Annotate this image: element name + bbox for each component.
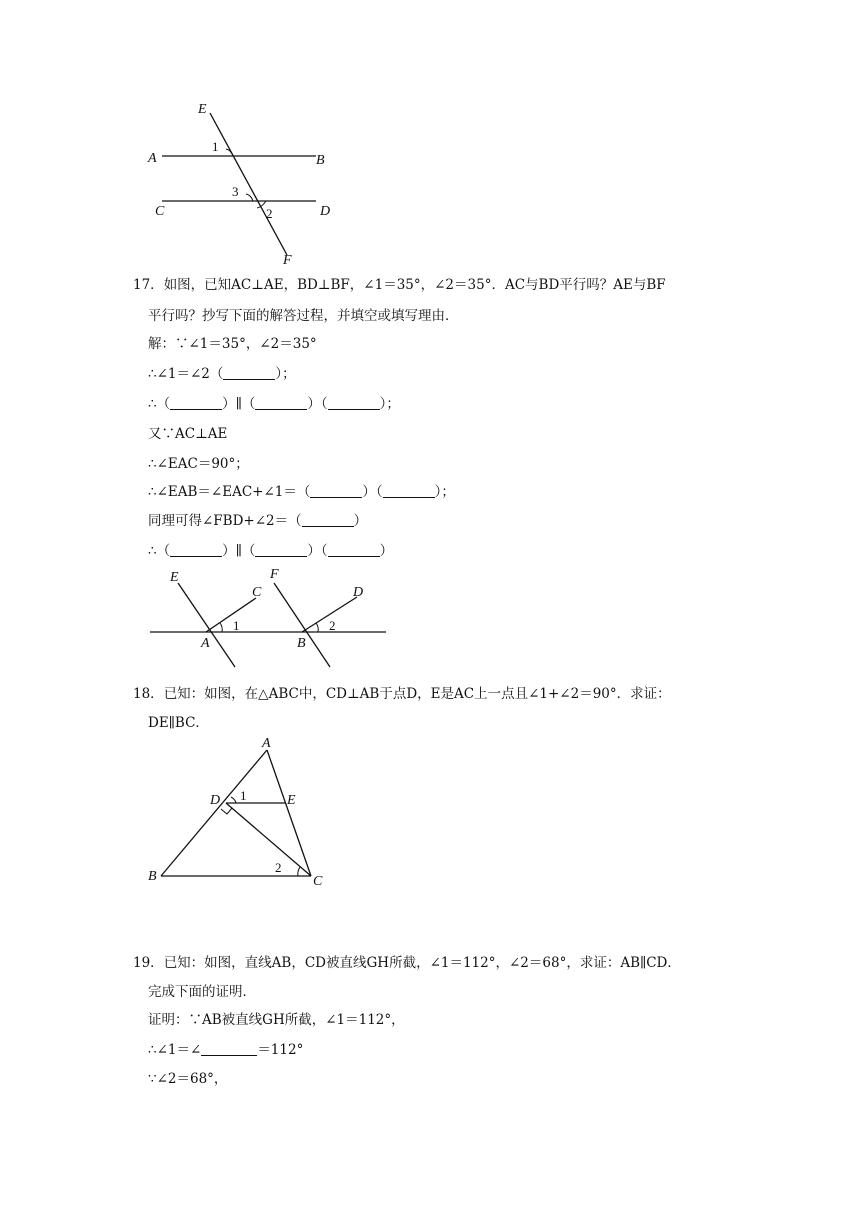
line-ef [210,113,287,255]
label-e: E [198,102,207,117]
q19-step3: ∵∠2＝68°， [148,1071,228,1087]
label-a: A [262,736,271,751]
label-angle-1: 1 [233,618,240,633]
q17-blank-line-4[interactable] [255,542,307,557]
label-c: C [252,585,262,600]
line-bf [274,583,330,667]
label-c: C [155,204,165,219]
figure-triangle-abc [145,730,345,890]
label-a: A [201,636,210,651]
q17-stem-line2: 平行吗？抄写下面的解答过程，并填空或填写理由． [148,308,459,324]
q19-step1: 证明：∵AB被直线GH所截，∠1＝112°， [148,1012,405,1028]
label-e: E [170,570,179,585]
label-b: B [148,869,157,884]
angle-1-arc [220,623,222,632]
q17-blank-reason-3[interactable] [383,483,435,498]
q19-step2: ∴∠1＝∠ ＝112° [148,1042,304,1058]
label-f: F [270,567,279,582]
label-a: A [148,151,157,166]
label-b: B [297,636,306,651]
angle-2-arc [316,623,318,632]
q17-number: 17． [133,277,164,293]
side-ab [161,750,267,876]
q18-line1 [133,684,671,704]
label-angle-3: 3 [232,184,239,199]
q18-stem-line2: DE∥BC． [148,715,209,731]
angle-1-arc [231,797,236,803]
label-d: D [353,585,364,600]
angle-2-arc [298,867,300,876]
right-angle-mark [221,808,232,814]
line-ae [178,583,235,667]
figure-q17 [145,562,395,680]
line-ac [206,598,256,632]
label-d: D [210,793,221,808]
label-e: E [287,793,296,808]
q19-blank-angle[interactable] [201,1041,257,1056]
figure-parallel-lines-efab [140,95,360,270]
q17-step3: ∴（ ）∥（ ）（ ）； [148,396,400,412]
q19-stem-line1: 已知：如图，直线AB，CD被直线GH所截，∠1＝112°，∠2＝68°，求证：AB∥CD． [163,955,681,971]
q17-blank-line-1[interactable] [170,395,222,410]
label-d: D [320,204,331,219]
q17-blank-reason-1[interactable] [223,365,275,380]
q17-step1: 解：∵∠1＝35°，∠2＝35° [148,336,317,352]
angle-3-arc [246,194,253,201]
label-angle-1: 1 [212,139,219,154]
q17-step2: ∴∠1＝∠2（ ）； [148,366,296,382]
q19-stem-line2: 完成下面的证明． [148,984,256,1000]
label-angle-2: 2 [329,618,336,633]
q17-step7: 同理可得∠FBD+∠2＝（ ） [148,513,368,529]
q17-blank-angle-1[interactable] [310,483,362,498]
q17-step8: ∴（ ）∥（ ）（ ） [148,543,394,559]
q19-number: 19． [133,955,164,971]
label-f: F [283,253,292,268]
q17-line1 [133,275,666,295]
q17-stem-line1: 如图，已知AC⊥AE，BD⊥BF，∠1＝35°，∠2＝35°．AC与BD平行吗？AE与BF [163,277,666,293]
q17-blank-reason-4[interactable] [328,542,380,557]
q17-blank-line-2[interactable] [255,395,307,410]
q17-step5: ∴∠EAC＝90°； [148,456,249,472]
q17-blank-line-3[interactable] [170,542,222,557]
q17-step6: ∴∠EAB＝∠EAC+∠1＝（ ）（ ）； [148,484,455,500]
q17-blank-reason-2[interactable] [328,395,380,410]
q18-stem-line1: 已知：如图，在△ABC中，CD⊥AB于点D，E是AC上一点且∠1+∠2＝90°．求证： [163,686,671,702]
q17-blank-angle-2[interactable] [302,512,354,527]
label-b: B [316,153,325,168]
q17-step4: 又∵AC⊥AE [148,426,228,442]
label-angle-2: 2 [275,860,282,875]
q19-line1 [133,953,681,973]
q18-number: 18． [133,686,164,702]
label-c: C [313,874,323,889]
label-angle-2: 2 [266,206,273,221]
label-angle-1: 1 [240,788,247,803]
